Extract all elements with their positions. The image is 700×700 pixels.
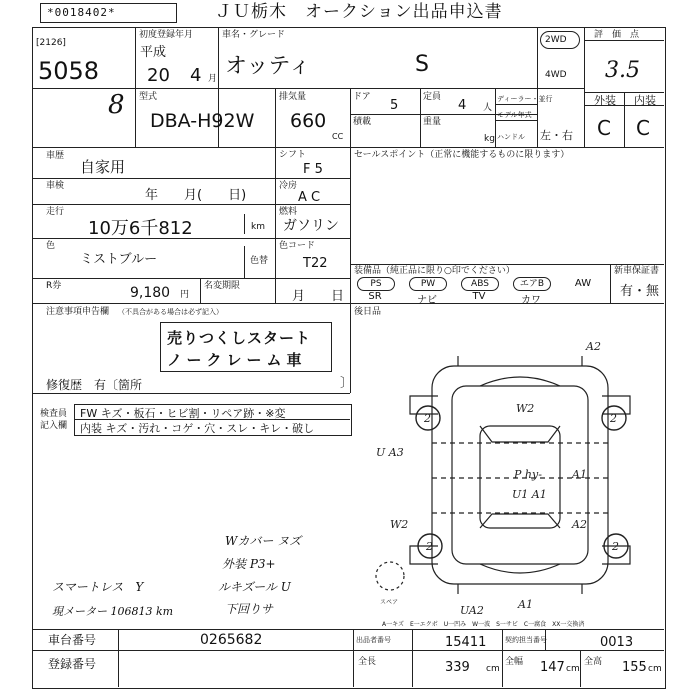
fuel-label: 燃料	[279, 207, 298, 217]
lot-number: 5058	[38, 57, 100, 85]
notes-stamp	[160, 322, 332, 372]
mileage-unit: km	[251, 222, 265, 232]
height-unit: cm	[648, 664, 662, 674]
sales-point-label: セールスポイント（正常に機能するものに限ります）	[354, 150, 570, 160]
diagram-circle-1: 2	[424, 412, 431, 425]
hand-note-2: 外装 P3+	[222, 557, 276, 571]
usage-value: 自家用	[80, 158, 126, 176]
handle-value: 左・右	[540, 129, 573, 142]
name-change-value: 月 日	[292, 289, 345, 304]
diagram-mark-a1-bottom: A1	[518, 598, 533, 611]
color-label: 色	[46, 241, 56, 251]
width-label: 全幅	[505, 657, 524, 667]
car-name-value: オッティ	[225, 54, 311, 79]
chassis-label: 車台番号	[48, 633, 97, 647]
inspector-label-b: 記入欄	[40, 421, 68, 431]
inspection-label: 車検	[46, 181, 65, 191]
spare-label: スペア	[380, 599, 399, 606]
usage-label: 車歴	[46, 151, 65, 161]
repair-history-close: 〕	[340, 376, 354, 391]
notes-label: 注意事項申告欄	[46, 307, 110, 317]
diagram-circle-3: 2	[426, 540, 433, 553]
exterior-label: 外装	[594, 94, 616, 107]
diagram-mark-w2-top: W2	[516, 402, 535, 415]
dealer-label: ディーラー・並行	[497, 95, 553, 103]
mileage-label: 走行	[46, 207, 65, 217]
equip-tv: TV	[472, 291, 486, 302]
contract-value: 0013	[600, 635, 634, 650]
hand-note-1: Wカバー ヌズ	[225, 534, 302, 548]
recycle-unit: 円	[180, 290, 190, 300]
serial-number: *0018402*	[47, 6, 116, 19]
form-title: ＪＵ栃木 オークション出品申込書	[215, 2, 503, 22]
car-damage-diagram	[368, 338, 660, 626]
diagram-mark-w2-left: W2	[390, 518, 409, 531]
length-label: 全長	[358, 657, 377, 667]
drive-2wd: 2WD	[545, 35, 567, 45]
serial-box	[40, 3, 177, 23]
shift-label: シフト	[279, 150, 307, 160]
height-value: 155	[622, 660, 647, 675]
length-unit: cm	[486, 664, 500, 674]
other-label: 後日品	[354, 307, 382, 317]
diagram-mark-a2-right: A2	[572, 518, 587, 531]
legend-line-1: FW キズ・板石・ヒビ割・リペア跡・※変	[80, 407, 286, 420]
width-unit: cm	[566, 664, 580, 674]
model-value: DBA-H92W	[150, 110, 255, 132]
engine-label: 排気量	[279, 92, 307, 102]
rating-label: 評 価 点	[594, 30, 640, 40]
color-change-label: 色替	[250, 256, 269, 266]
interior-label: 内装	[634, 94, 656, 107]
stamp-line-1: 売りつくしスタート	[167, 329, 312, 347]
equip-pw: PW	[409, 277, 447, 291]
lot-handwritten-mark: 8	[108, 90, 125, 120]
equip-abs: ABS	[461, 277, 499, 291]
equip-sr: SR	[368, 291, 382, 302]
mileage-value: 10万6千812	[88, 218, 193, 239]
load-label: 積載	[353, 117, 372, 127]
hand-note-3: ルキズール U	[218, 580, 291, 594]
equip-airbag: エアB	[513, 277, 551, 291]
car-name-label: 車名・グレード	[222, 30, 286, 40]
exhibitor-value: 15411	[445, 635, 487, 650]
contract-label: 契約担当番号	[505, 636, 547, 644]
diagram-mark-p: P hy-	[514, 468, 542, 481]
equip-navi: ナビ	[417, 295, 437, 306]
registration-number-label: 登録番号	[48, 657, 97, 671]
stamp-line-2: ノークレーム車	[167, 351, 307, 369]
exterior-grade: C	[597, 116, 611, 140]
aircon-label: 冷房	[279, 181, 298, 191]
fuel-value: ガソリン	[283, 218, 339, 234]
model-year-label: モデル年式	[497, 111, 532, 119]
engine-unit: CC	[332, 132, 344, 141]
diagram-mark-a1-right: A1	[572, 468, 587, 481]
recycle-label: R券	[46, 281, 62, 291]
equip-leather: カワ	[521, 295, 541, 306]
lot-code: [2126]	[36, 38, 66, 48]
width-value: 147	[540, 660, 565, 675]
capacity-unit: 人	[483, 103, 493, 113]
height-label: 全高	[584, 657, 603, 667]
aircon-value: A C	[298, 190, 321, 205]
equipment-label: 装備品（純正品に限り○印でください）	[354, 266, 515, 276]
inspector-label-a: 検査員	[40, 409, 68, 419]
load-unit: kg	[484, 134, 495, 144]
interior-grade: C	[636, 116, 650, 140]
name-change-label: 名変期限	[204, 281, 241, 291]
inspection-value: 年 月( 日)	[145, 188, 247, 203]
registration-month-unit: 月	[208, 74, 218, 84]
warranty-yes-no: 有・無	[620, 284, 660, 299]
shift-value: F 5	[303, 162, 323, 177]
exhibitor-label: 出品者番号	[356, 636, 391, 644]
handle-label: ハンドル	[497, 133, 525, 141]
diagram-mark-u1a1: U1 A1	[512, 488, 547, 501]
registration-year: 20	[147, 65, 170, 86]
capacity-value: 4	[458, 98, 467, 113]
color-code-value: T22	[303, 256, 328, 271]
length-value: 339	[445, 660, 470, 675]
diagram-circle-4: 2	[612, 540, 619, 553]
equip-ps: PS	[357, 277, 395, 291]
registration-month: 4	[190, 65, 202, 86]
chassis-value: 0265682	[200, 632, 263, 648]
car-grade-value: S	[415, 52, 429, 77]
color-code-label: 色コード	[279, 241, 316, 251]
model-label: 型式	[139, 92, 158, 102]
equip-aw: AW	[574, 278, 592, 289]
engine-value: 660	[290, 110, 327, 132]
diagram-circle-2: 2	[610, 412, 617, 425]
recycle-value: 9,180	[130, 285, 171, 301]
weight-label: 重量	[423, 117, 442, 127]
hand-note-4: スマートレス Y	[52, 580, 144, 594]
doors-value: 5	[390, 98, 399, 113]
notes-sub: （不具合がある場合は必ず記入）	[118, 308, 223, 316]
damage-codes-legend: A一キズ E一エクボ U一凹み W一波 S一サビ C一腐食 XX一交換済	[382, 621, 585, 628]
color-value: ミストブルー	[80, 252, 158, 267]
diagram-mark-a2-top: A2	[586, 340, 601, 353]
new-car-warranty-label: 新車保証書	[614, 266, 660, 276]
registration-era: 平成	[140, 45, 167, 60]
hand-note-6: 下回りサ	[225, 602, 274, 616]
diagram-mark-ua3: U A3	[376, 446, 404, 459]
drive-4wd: 4WD	[545, 70, 567, 80]
diagram-mark-ua2: UA2	[460, 604, 484, 617]
repair-history: 修復歴 有〔箇所	[46, 378, 143, 392]
rating-value: 3.5	[605, 58, 640, 83]
doors-label: ドア	[353, 92, 371, 102]
registration-label: 初度登録年月	[139, 30, 194, 40]
legend-line-2: 内装 キズ・汚れ・コゲ・穴・スレ・キレ・破し	[80, 422, 315, 435]
capacity-label: 定員	[423, 92, 442, 102]
hand-note-5: 現メーター 106813 km	[52, 605, 174, 618]
